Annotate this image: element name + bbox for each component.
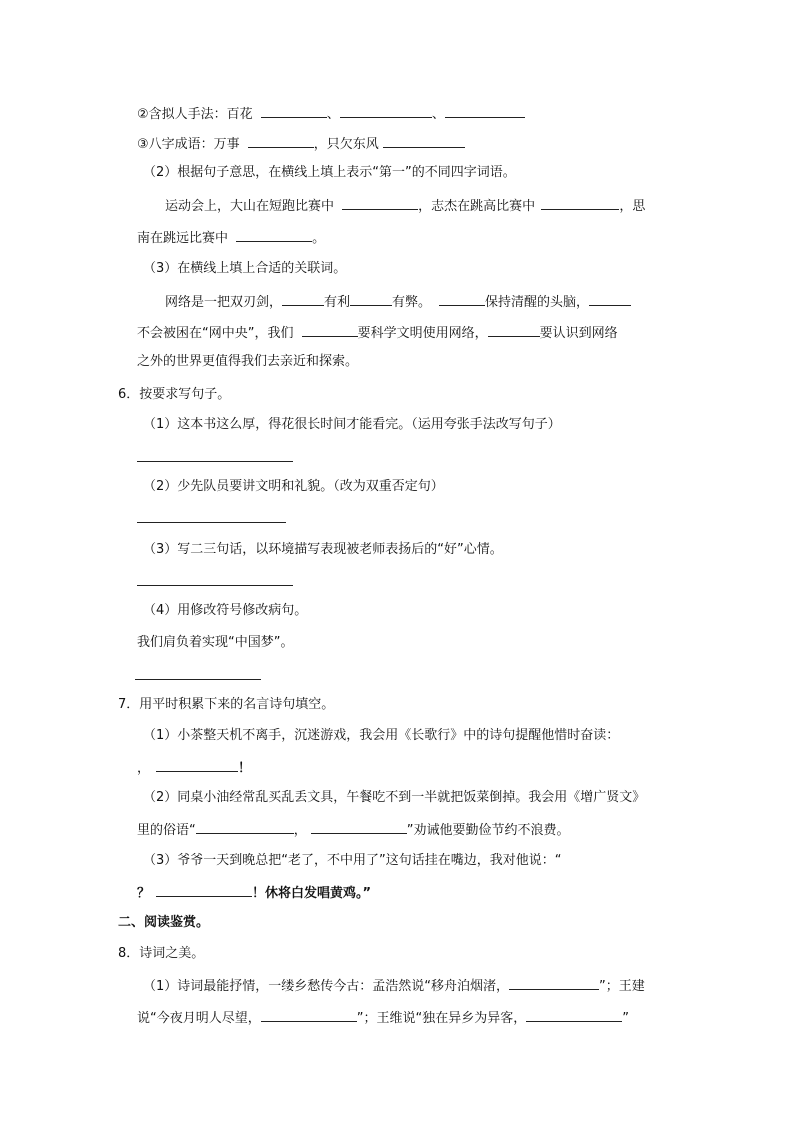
answer-blank[interactable] xyxy=(236,228,312,242)
q7-s1: （1）小茶整天机不离手，沉迷游戏，我会用《长歌行》中的诗句提醒他惜时奋读： xyxy=(143,728,620,743)
answer-blank[interactable] xyxy=(509,976,599,990)
q6-s4-sentence: 我们肩负着实现“中国梦”。 xyxy=(137,635,294,650)
q7-s2-a: （2）同桌小油经常乱买乱丢文具，午餐吃不到一半就把饭菜倒掉。我会用《增广贤文》 xyxy=(143,790,646,805)
answer-blank[interactable] xyxy=(589,292,631,306)
answer-blank[interactable] xyxy=(302,323,358,337)
q6-s4: （4）用修改符号修改病句。 xyxy=(143,603,308,618)
answer-blank[interactable] xyxy=(248,134,314,148)
q5-sub3-line1: 网络是一把双刃剑， 有利 有弊。 保持清醒的头脑， xyxy=(165,292,631,312)
answer-blank[interactable] xyxy=(439,292,485,306)
q5-sub2-title: （2）根据句子意思，在横线上填上表示“第一”的不同四字词语。 xyxy=(143,165,516,180)
q6-s3: （3）写二三句话，以环境描写表现被老师表扬后的“好”心情。 xyxy=(143,542,503,557)
answer-blank[interactable] xyxy=(156,883,252,897)
answer-blank[interactable] xyxy=(383,134,465,148)
answer-blank[interactable] xyxy=(526,1008,622,1022)
q8-title: 8．诗词之美。 xyxy=(118,946,205,961)
q5-sub2-text-cont: 南在跳远比赛中 。 xyxy=(137,228,325,248)
answer-blank[interactable] xyxy=(445,104,525,118)
section-heading: 二、阅读鉴赏。 xyxy=(118,915,210,930)
q5-sub3-line3: 之外的世界更值得我们去亲近和探索。 xyxy=(137,354,359,369)
q7-s2-b: 里的俗语“ ， ”劝诫他要勤俭节约不浪费。 xyxy=(137,820,570,840)
q6-s1: （1）这本书这么厚，得花很长时间才能看完。（运用夸张手法改写句子） xyxy=(143,417,561,432)
answer-line[interactable] xyxy=(137,461,293,462)
q5-sub3-title: （3）在横线上填上合适的关联词。 xyxy=(143,261,347,276)
answer-blank[interactable] xyxy=(261,1008,357,1022)
answer-blank[interactable] xyxy=(342,196,418,210)
q7-s3-a: （3）爷爷一天到晚总把“老了，不中用了”这句话挂在嘴边，我对他说：“ xyxy=(143,853,562,868)
q7-s3-b: ？ ！休将白发唱黄鸡。” xyxy=(137,883,371,903)
q5-item3: ③八字成语：万事 ，只欠东风 xyxy=(137,134,465,154)
answer-blank[interactable] xyxy=(541,196,619,210)
answer-line[interactable] xyxy=(135,679,261,680)
answer-blank[interactable] xyxy=(340,104,432,118)
q7-s1-answer: ， ！ xyxy=(137,758,251,778)
q5-sub3-line2: 不会被困在“网中央”，我们 要科学文明使用网络， 要认识到网络 xyxy=(137,323,618,343)
answer-blank[interactable] xyxy=(350,292,392,306)
answer-blank[interactable] xyxy=(282,292,324,306)
q6-s2: （2）少先队员要讲文明和礼貌。（改为双重否定句） xyxy=(143,479,444,494)
answer-line[interactable] xyxy=(137,585,293,586)
answer-blank[interactable] xyxy=(196,820,294,834)
q5-sub2-text: 运动会上，大山在短跑比赛中 ，志杰在跳高比赛中 ，思 xyxy=(165,196,645,216)
q8-s1-cont: 说“今夜月明人尽望， ”；王维说“独在异乡为异客， ” xyxy=(137,1008,629,1028)
answer-blank[interactable] xyxy=(488,323,540,337)
answer-blank[interactable] xyxy=(156,758,238,772)
q5-item2: ②含拟人手法：百花 、 、 xyxy=(137,104,525,124)
q8-s1: （1）诗词最能抒情，一缕乡愁传今古：孟浩然说“移舟泊烟渚， ”；王建 xyxy=(143,976,645,996)
answer-blank[interactable] xyxy=(261,104,327,118)
answer-blank[interactable] xyxy=(311,820,407,834)
q6-title: 6．按要求写句子。 xyxy=(118,387,231,402)
q7-title: 7．用平时积累下来的名言诗句填空。 xyxy=(118,697,335,712)
answer-line[interactable] xyxy=(137,522,286,523)
